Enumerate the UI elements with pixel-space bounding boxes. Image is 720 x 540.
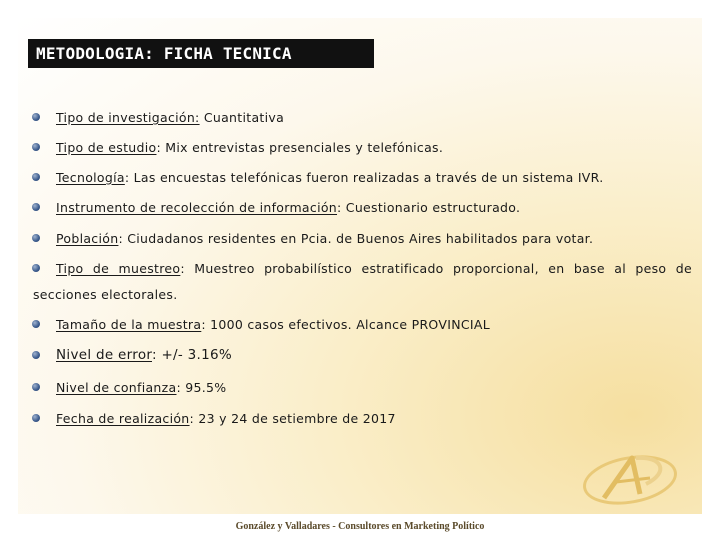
item-label: Población	[56, 231, 119, 246]
list-item	[56, 374, 692, 401]
list-item	[56, 164, 692, 191]
list-item	[56, 311, 692, 338]
bullet-icon	[32, 264, 40, 272]
bullet-icon	[32, 234, 40, 242]
bullet-icon	[32, 351, 40, 359]
list-item	[56, 255, 692, 282]
item-label: Tipo de investigación:	[56, 110, 200, 125]
list-item	[56, 194, 692, 221]
item-label: Tipo de muestreo	[56, 261, 181, 276]
item-label: Nivel de error	[56, 347, 152, 363]
list-item	[56, 134, 692, 161]
list-item	[56, 104, 692, 131]
slide	[18, 18, 702, 532]
bullet-icon	[32, 414, 40, 422]
item-label: Nivel de confianza	[56, 380, 177, 395]
list-item-continuation: secciones electorales.	[33, 287, 178, 302]
item-text: Cuantitativa	[199, 110, 285, 125]
item-text: : Ciudadanos residentes en Pcia. de Buenos Aires habilitados para votar.	[118, 231, 594, 246]
item-label: Tamaño de la muestra	[56, 317, 202, 332]
item-text: : Mix entrevistas presenciales y telefónicas.	[156, 140, 444, 155]
bullet-icon	[32, 383, 40, 391]
item-label: Fecha de realización	[56, 411, 190, 426]
bullet-icon	[32, 320, 40, 328]
item-text: : Cuestionario estructurado.	[337, 200, 521, 215]
item-label: Tecnología	[56, 170, 125, 185]
company-logo	[574, 450, 684, 508]
item-text: : 95.5%	[176, 380, 227, 395]
page-title: METODOLOGIA: FICHA TECNICA	[28, 39, 374, 68]
item-text: : 1000 casos efectivos. Alcance PROVINCIAL	[201, 317, 490, 332]
item-text: : 23 y 24 de setiembre de 2017	[189, 411, 396, 426]
item-text: : Las encuestas telefónicas fueron realizadas a través de un sistema IVR.	[124, 170, 604, 185]
list-item	[56, 405, 692, 432]
bullet-icon	[32, 113, 40, 121]
bullet-icon	[32, 203, 40, 211]
footer-text: González y Valladares - Consultores en Marketing Político	[235, 521, 485, 532]
item-text: : +/- 3.16%	[152, 347, 233, 363]
item-label: Tipo de estudio	[56, 140, 157, 155]
item-label: Instrumento de recolección de información	[56, 200, 338, 215]
list-item	[56, 342, 692, 369]
item-text: : Muestreo probabilístico estratificado proporcional, en base al peso de	[180, 261, 692, 276]
bullet-icon	[32, 143, 40, 151]
bullet-icon	[32, 173, 40, 181]
list-item	[56, 225, 692, 252]
